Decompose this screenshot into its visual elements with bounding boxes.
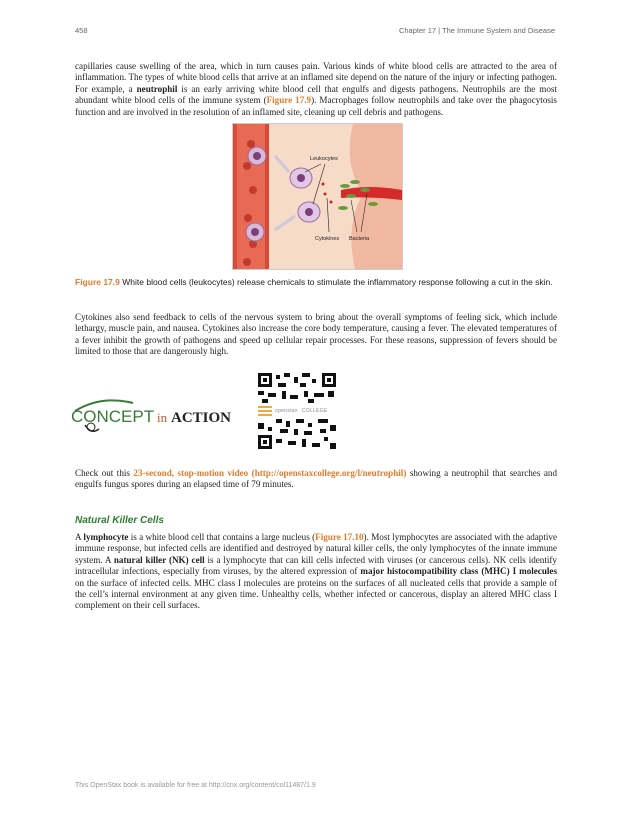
page-header: [75, 26, 555, 38]
section-heading-natural-killer-cells: Natural Killer Cells: [75, 515, 164, 526]
paragraph-inflammation: capillaries cause swelling of the area, which in turn causes pain. Various kinds of white blood cells are attracted to the area of inflammation. The types of white blood cells that arrive at an inflamed site depend on the nature of the injury or infecting pathogen. For example, a neutrophil is an early arriving white blood cell that engulfs and digests pathogens. Neutrophils are the most abundant white blood cells of the immune system (Figure 17.9). Macrophages follow neutrophils and take over the phagocytosis function and are involved in the resolution of an inflamed site, cleaning up cell debris and pathogens.: [75, 61, 557, 117]
qr-code-bottom[interactable]: [258, 419, 336, 449]
openstax-logo-icon: [258, 406, 272, 416]
openstax-college-logo: [258, 403, 336, 418]
cytokines-label: Cytokines: [315, 236, 340, 242]
term-neutrophil: neutrophil: [136, 83, 178, 94]
neutrophil-video-link[interactable]: 23-second, stop-motion video (http://openstaxcollege.org/l/neutrophil): [133, 468, 407, 478]
action-word: ACTION: [171, 410, 232, 426]
paragraph-natural-killer-cells: A lymphocyte is a white blood cell that contains a large nucleus (Figure 17.10). Most lymphocytes are associated with the adaptive immune response, but infected cells are identified and destroyed by natural killer cells, the only lymphocytes of the innate immune system. A natural killer (NK) cell is a lymphocyte that can kill cells infected with viruses (or cancerous cells). NK cells identify intracellular infections, especially from viruses, by the altered expression of major histocompatibility class (MHC) I molecules on the surface of infected cells. MHC class I molecules are proteins on the surfaces of all nucleated cells that provide a sample of the cell’s internal environment at any given time. Unhealthy cells, whether infected or cancerous, display an altered MHC class I complement on their cell surfaces.: [75, 532, 557, 611]
figure-inflammation-illustration: [232, 123, 403, 270]
inflammation-diagram: [233, 124, 402, 269]
figure-reference-link[interactable]: Figure 17.9: [266, 95, 312, 106]
term-mhc-class-i: major histocompatibility class (MHC) I molecules: [360, 566, 557, 577]
page-number: 458: [75, 26, 88, 35]
openstax-text: openstax: [275, 407, 298, 414]
leukocytes-label: Leukocytes: [310, 156, 338, 162]
qr-code-icon: [258, 419, 336, 449]
paragraph-cytokines: Cytokines also send feedback to cells of the nervous system to bring about the overall symptoms of feeling sick, which include lethargy, muscle pain, and nausea. Cytokines also increase the core body temperature, causing a fever. The elevated temperatures of a fever inhibit the growth of pathogens and speed up cellular repair processes. For these reasons, suppression of fevers should be limited to those that are dangerously high.: [75, 312, 557, 357]
chapter-title: Chapter 17 | The Immune System and Disease: [398, 26, 555, 35]
term-lymphocyte: lymphocyte: [83, 532, 129, 542]
qr-code-icon: [258, 373, 336, 403]
bacteria-label: Bacteria: [349, 236, 370, 242]
figure-caption-label: Figure 17.9: [75, 277, 120, 287]
in-word: in: [157, 410, 168, 425]
term-nk-cell: natural killer (NK) cell: [113, 554, 205, 565]
qr-code-top[interactable]: [258, 373, 336, 403]
figure-caption: Figure 17.9 White blood cells (leukocytes) release chemicals to stimulate the inflammatory response following a cut in the skin.: [75, 277, 553, 287]
concept-word: CONCEPT: [71, 407, 155, 426]
college-text: COLLEGE: [301, 407, 328, 414]
concept-in-action-text: Check out this 23-second, stop-motion video (http://openstaxcollege.org/l/neutrophil) showing a neutrophil that searches and engulfs fungus spores during an elapsed time of 79 minutes.: [75, 468, 557, 490]
figure-reference-link[interactable]: Figure 17.10: [315, 532, 364, 542]
concept-in-action-logo: [71, 393, 239, 439]
concept-in-action-logo-graphic: [71, 393, 239, 439]
page-footer: This OpenStax book is available for free at http://cnx.org/content/col11487/1.9: [75, 782, 316, 789]
